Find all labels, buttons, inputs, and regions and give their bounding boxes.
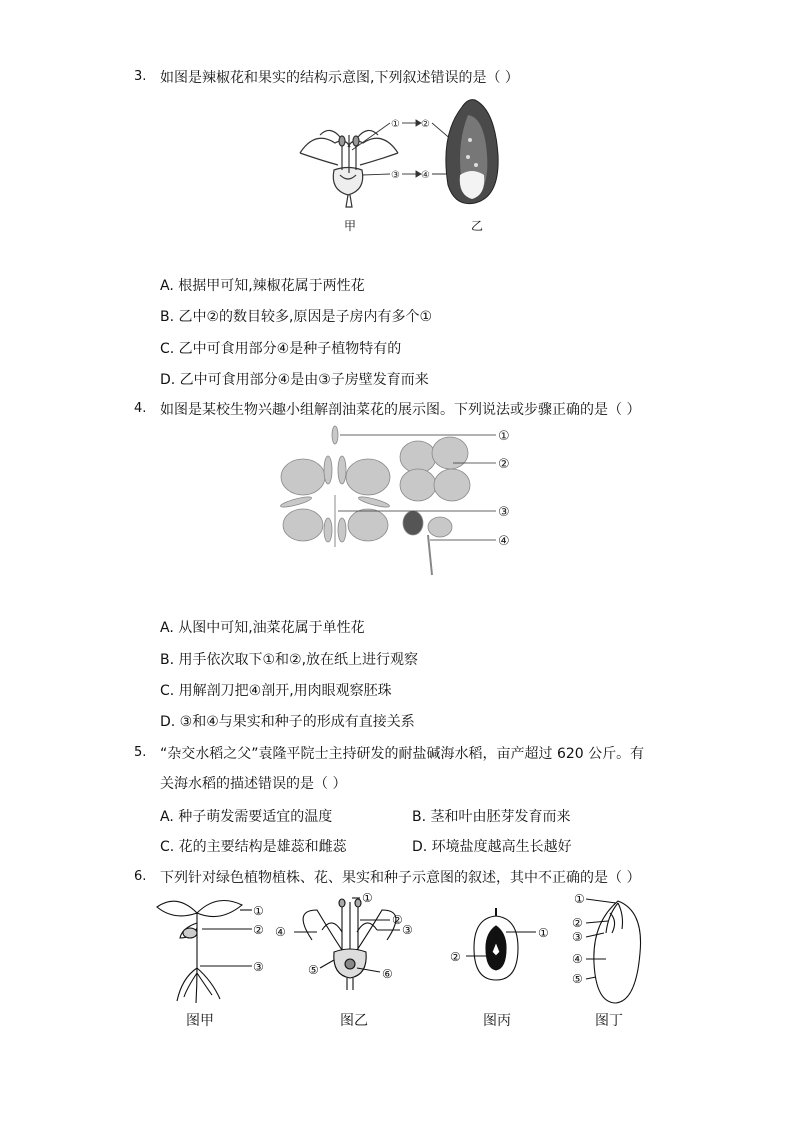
q5-stem-line2: 关海水稻的描述错误的是（ ） (160, 776, 347, 792)
q3-option-b[interactable]: B. 乙中②的数目较多,原因是子房内有多个① (160, 309, 433, 325)
q6-ding-label-2: ② (572, 916, 583, 930)
q6-caption-bing: 图丙 (483, 1013, 511, 1029)
q5-option-a[interactable]: A. 种子萌发需要适宜的温度 (160, 809, 333, 825)
q5-option-c[interactable]: C. 花的主要结构是雄蕊和雌蕊 (160, 839, 347, 855)
q5-option-b[interactable]: B. 茎和叶由胚芽发育而来 (412, 809, 571, 825)
q6-figure-bing (446, 908, 556, 988)
q6-ding-label-1: ① (574, 892, 585, 906)
q6-yi-label-2: ② (392, 913, 403, 927)
q4-label-1: ① (498, 429, 510, 444)
q6-yi-label-6: ⑥ (382, 967, 393, 981)
q4-option-b[interactable]: B. 用手依次取下①和②,放在纸上进行观察 (160, 652, 419, 668)
q3-label-1: ① (391, 119, 400, 130)
q6-figure-yi (272, 890, 422, 990)
q3-figure (290, 95, 520, 235)
q6-jia-label-2: ② (253, 923, 264, 937)
q4-label-3: ③ (498, 505, 510, 520)
q3-caption-yi: 乙 (471, 219, 484, 233)
q6-figure-ding (566, 893, 656, 1005)
q4-option-d[interactable]: D. ③和④与果实和种子的形成有直接关系 (160, 714, 415, 730)
q6-caption-yi: 图乙 (340, 1013, 368, 1029)
q6-ding-label-3: ③ (572, 930, 583, 944)
q6-yi-label-5: ⑤ (308, 963, 319, 977)
q6-caption-jia: 图甲 (186, 1013, 214, 1029)
q3-label-3: ③ (391, 170, 400, 181)
q4-option-a[interactable]: A. 从图中可知,油菜花属于单性花 (160, 620, 365, 636)
q3-caption-jia: 甲 (344, 219, 357, 233)
q4-stem: 如图是某校生物兴趣小组解剖油菜花的展示图。下列说法或步骤正确的是（ ） (160, 402, 641, 418)
q3-label-2: ② (421, 119, 430, 130)
q4-number: 4. (134, 401, 147, 416)
q3-option-d[interactable]: D. 乙中可食用部分④是由③子房壁发育而来 (160, 372, 429, 388)
q6-yi-label-1: ① (362, 891, 373, 905)
q6-jia-label-1: ① (253, 904, 264, 918)
q6-bing-label-2: ② (450, 950, 461, 964)
q5-number: 5. (134, 745, 147, 760)
q5-stem-line1: “杂交水稻之父”袁隆平院士主持研发的耐盐碱海水稻，亩产超过 620 公斤。有 (160, 746, 645, 762)
q6-caption-ding: 图丁 (595, 1013, 623, 1029)
q4-label-2: ② (498, 457, 510, 472)
q6-yi-label-4: ④ (275, 925, 286, 939)
q6-ding-label-5: ⑤ (572, 972, 583, 986)
q3-stem: 如图是辣椒花和果实的结构示意图,下列叙述错误的是（ ） (160, 70, 519, 86)
pepper-flower-diagram (300, 130, 398, 207)
q3-number: 3. (134, 69, 147, 84)
q4-label-4: ④ (498, 534, 510, 549)
q6-figure-jia (152, 893, 272, 1005)
q6-ding-label-4: ④ (572, 952, 583, 966)
q6-jia-label-3: ③ (253, 960, 264, 974)
q4-option-c[interactable]: C. 用解剖刀把④剖开,用肉眼观察胚珠 (160, 683, 392, 699)
q3-label-4: ④ (421, 170, 430, 181)
q4-figure (268, 425, 528, 580)
q6-number: 6. (134, 869, 147, 884)
q6-yi-label-3: ③ (402, 923, 413, 937)
q3-option-c[interactable]: C. 乙中可食用部分④是种子植物特有的 (160, 341, 402, 357)
pepper-fruit-diagram (446, 100, 498, 204)
q5-option-d[interactable]: D. 环境盐度越高生长越好 (412, 839, 572, 855)
q3-option-a[interactable]: A. 根据甲可知,辣椒花属于两性花 (160, 278, 365, 294)
q6-bing-label-1: ① (538, 926, 549, 940)
q6-stem: 下列针对绿色植物植株、花、果实和种子示意图的叙述，其中不正确的是（ ） (160, 870, 641, 886)
